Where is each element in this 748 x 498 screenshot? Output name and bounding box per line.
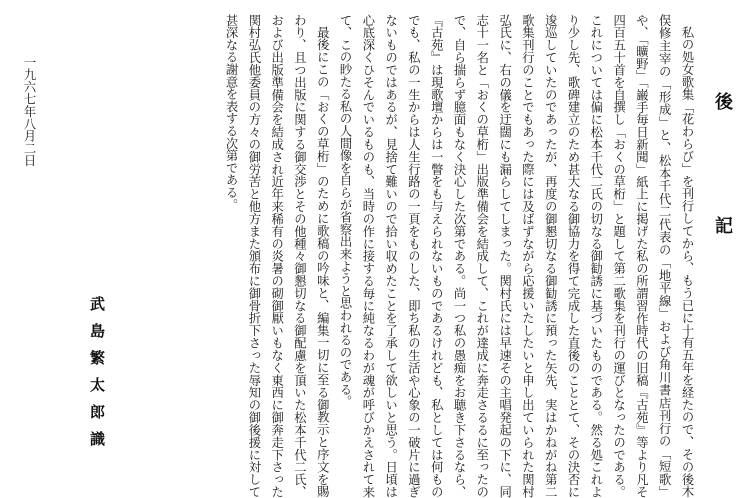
page-title: 後 記: [712, 92, 733, 278]
afterword-body: [18, 14, 698, 498]
paragraph: 最後にこの「おくの草桁」のために歌稿の吟味と、編集一切に至る御教示と序文を賜わり、且つ出版に関する御交渉とその他種々御懇切なる御配慮を頂いた松本千代二氏、および出版準備会を結成され近年来稀有の炎暑の砌御厭いもなく東西に御奔走下さった関村弘氏他委員の方々の御労苦と他方また頒布に御骨折下さった辱知の御後援に対して甚深なる謝意を表する次第である。: [224, 14, 330, 498]
author-signature: 武島繁太郎識: [88, 296, 106, 458]
paragraph: 私の処女歌集「花わらび」を刊行してから、もう已に十有五年を経たので、その後木俣修主宰の「形成」と、松本千代二代表の「地平線」および角川書店刊行の「短歌」や、「曠野」「巌手毎日新聞」紙上に掲げた私の所謂習作時代の旧稿『古苑』等より凡そ四百五十首を自撰し「おくの草桁」と題して第二歌集を刊行の運びとなったのである。これについては偏に松本千代二氏の切なる御勧誘に基づいたものである。然る処これより少し先、歌碑建立のため甚大なる御協力を得て完成した直後のこととて、その決否に逡巡していたのであったが、再度の御懇切なる御勧誘に預った矢先、実はかねがね第二歌集刊行のことでもあった際には及ばずながら応援いたしたいと申し出ていられた関村弘氏に、右の儀を迂闊にも漏らしてしまった。関村氏には早速その主唱発起の下に、同志十一名と「おくの草桁」出版準備会を結成して、これが達成に奔走さるるに至ったので、自ら揣らず臆面もなく決心した次第である。尚一つ私の愚痴をお聴き下さるなら、『古苑』は現歌壇からは一瞥をも与えられないものであるけれども、私としては何ものでも、私の一生からは人生行路の一頁をものした、即ち私の生活や心象の一破片に過ぎないものではあるが、見捨て難いので拾い収めたことを了承して欲しいと思う。日頃は心底深くひそんでいるものも、当時の作に接する毎に純なるわが魂が呼びかえされて来て、この眇たる私の人間像を自らが省察出来ようと思われるのである。: [338, 14, 694, 498]
date-line: 一九六七年八月二日: [22, 56, 36, 167]
